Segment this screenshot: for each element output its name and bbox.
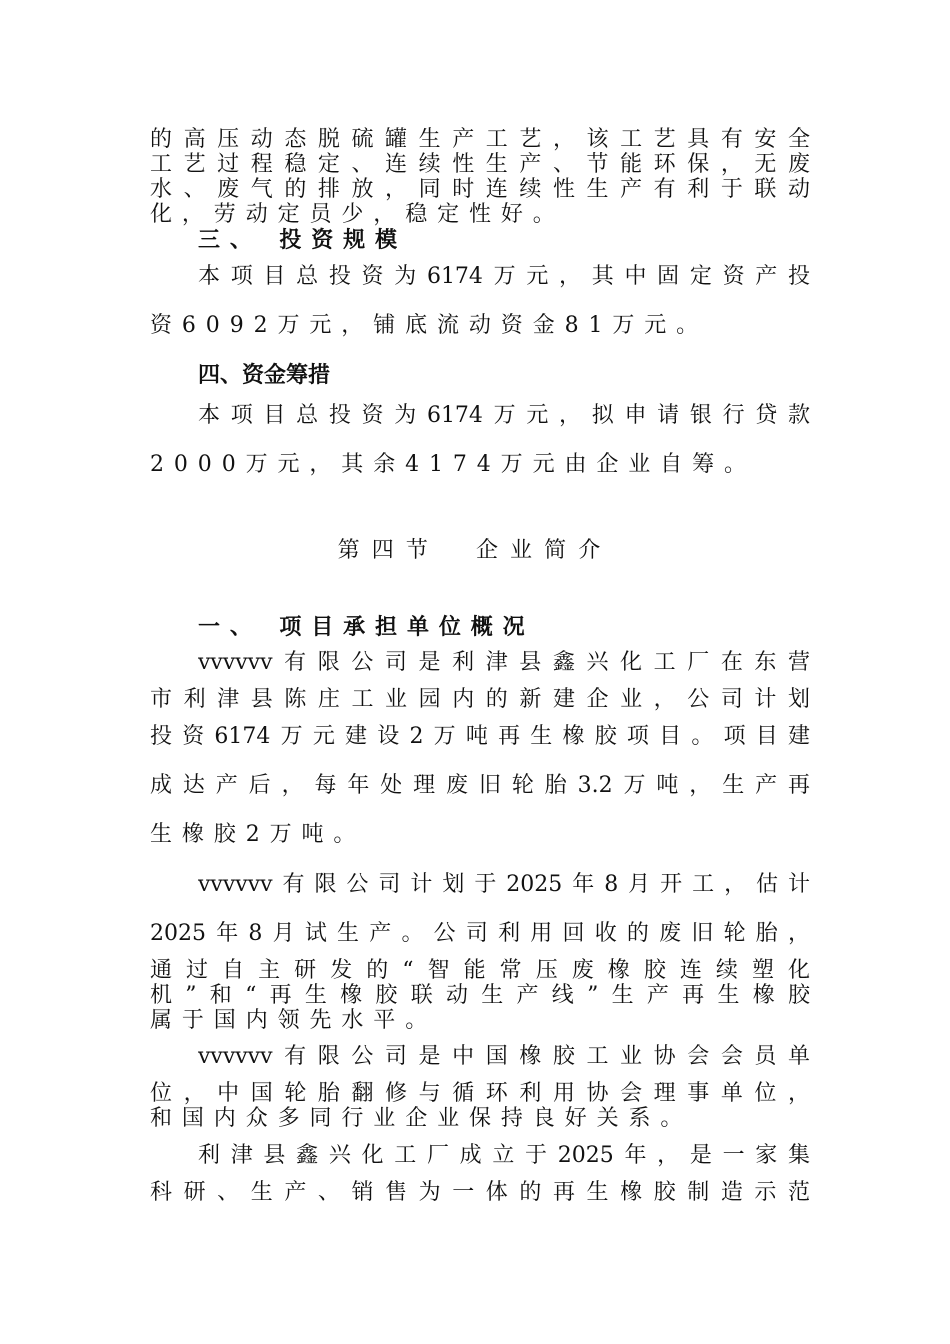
text-line: 2025年8月试生产。公司利用回收的废旧轮胎， xyxy=(150,921,810,946)
text-line: 位，中国轮胎翻修与循环利用协会理事单位， xyxy=(150,1081,810,1106)
heading-investment-scale: 三、 投资规模 xyxy=(198,227,407,253)
heading-company-overview: 一、 项目承担单位概况 xyxy=(198,614,535,640)
text-line: 成达产后，每年处理废旧轮胎3.2万吨，生产再 xyxy=(150,773,810,798)
text-line: 和国内众多同行业企业保持良好关系。 xyxy=(150,1106,693,1131)
text-line: 机”和“再生橡胶联动生产线”生产再生橡胶 xyxy=(150,983,810,1008)
text-line: 资6092万元，铺底流动资金81万元。 xyxy=(150,313,709,338)
text-line: vvvvvv有限公司是中国橡胶工业协会会员单 xyxy=(198,1044,810,1069)
text-line: 属于国内领先水平。 xyxy=(150,1008,438,1033)
text-line: 化，劳动定员少，稳定性好。 xyxy=(150,202,565,227)
text-line: 通过自主研发的“智能常压废橡胶连续塑化 xyxy=(150,958,810,983)
text-line: 的高压动态脱硫罐生产工艺，该工艺具有安全 xyxy=(150,127,810,152)
text-line: 生橡胶2万吨。 xyxy=(150,822,366,847)
text-line: 利津县鑫兴化工厂成立于2025年，是一家集 xyxy=(198,1143,810,1168)
text-line: 科研、生产、销售为一体的再生橡胶制造示范 xyxy=(150,1180,810,1205)
text-line: vvvvvv有限公司是利津县鑫兴化工厂在东营 xyxy=(198,650,810,675)
text-line: 水、废气的排放，同时连续性生产有利于联动 xyxy=(150,177,810,202)
text-line: 本项目总投资为6174万元，其中固定资产投 xyxy=(198,264,810,289)
text-line: 2000万元，其余4174万元由企业自筹。 xyxy=(150,452,756,477)
text-line: vvvvvv有限公司计划于2025年8月开工，估计 xyxy=(198,872,810,897)
heading-fund-raising: 四、资金筹措 xyxy=(198,362,331,388)
section-name: 企业简介 xyxy=(475,538,613,563)
text-line: 投资6174万元建设2万吨再生橡胶项目。项目建 xyxy=(150,724,810,749)
section-title xyxy=(0,538,950,564)
text-line: 市利津县陈庄工业园内的新建企业，公司计划 xyxy=(150,687,810,712)
text-line: 本项目总投资为6174万元，拟申请银行贷款 xyxy=(198,403,810,428)
section-number: 第四节 xyxy=(337,538,440,563)
text-line: 工艺过程稳定、连续性生产、节能环保，无废 xyxy=(150,152,810,177)
